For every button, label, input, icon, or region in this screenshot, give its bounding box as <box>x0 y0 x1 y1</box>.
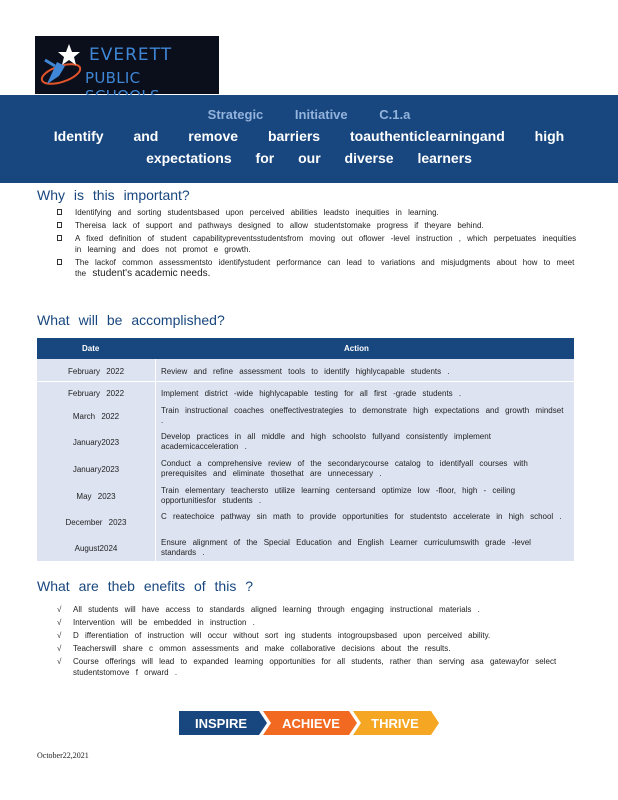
table-row-date: February 2022 <box>67 389 125 398</box>
checkmark-icon: √ <box>57 605 62 614</box>
table-row-action: Train elementary teachersto utilize learning centersand optimize low -floor, high - ceiling opportunitiesfor students . <box>161 486 516 505</box>
why-heading: Why is this important? <box>37 187 190 203</box>
banner-title-line2: expectations for our diverse learners <box>146 150 472 166</box>
district-logo <box>35 36 219 94</box>
motto-thrive: THRIVE <box>371 716 419 731</box>
table-row-date: August2024 <box>74 544 118 553</box>
action-table <box>37 338 574 561</box>
table-row-action: Train instructional coaches oneffectivestrategies to demonstrate high expectations and growth mindset . <box>161 406 564 425</box>
logo-text-line2: PUBLIC <box>85 69 141 87</box>
benefits-list <box>57 604 577 680</box>
list-item: Thereisa lack of support and pathways designed to allow studentstomake progress if theyare behind. <box>57 220 577 231</box>
table-row-action: Ensure alignment of the Special Education and English Learner curriculumswith grade -level standards . <box>161 538 531 557</box>
list-item: A fixed definition of student capabilitypreventsstudentsfrom moving out oflower -level instruction , which perpetuates inequities in learning and does not promot e growth. <box>57 233 577 255</box>
table-row-date: February 2022 <box>67 367 125 376</box>
list-item: The lackof common assessmentsto identifystudent performance can lead to variations and misjudgments about how to meet the student's academic needs. <box>57 257 577 279</box>
runner-star-icon <box>39 40 87 90</box>
table-header <box>37 338 574 359</box>
logo-text-line1: EVERETT <box>89 45 173 65</box>
column-header-date: Date <box>82 344 100 353</box>
list-item: √ Intervention will be embedded in instruction . <box>57 618 255 627</box>
banner-title-line1: Identify and remove barriers toauthenticlearningand high <box>53 128 565 144</box>
table-row-date: December 2023 <box>65 518 127 527</box>
bullet-box-icon <box>57 209 62 215</box>
table-row-action: Review and refine assessment tools to identify highlycapable students . <box>161 367 450 376</box>
list-item: Identifying and sorting studentsbased upon perceived abilities leadsto inequities in learning. <box>57 207 577 218</box>
motto-banner <box>179 711 439 735</box>
why-list <box>57 207 577 281</box>
column-header-action: Action <box>344 344 369 353</box>
table-row-action: Develop practices in all middle and high schoolsto fullyand consistently implement academicacceleration . <box>161 432 491 451</box>
motto-achieve: ACHIEVE <box>282 716 340 731</box>
list-item: √ Course offerings will lead to expanded learning opportunities for all students, rather than serving asa gatewayfor select studentstomove f orward . <box>57 657 557 677</box>
initiative-subtitle: Strategic Initiative C.1.a <box>207 107 411 122</box>
accomplished-heading: What will be accomplished? <box>37 312 225 328</box>
motto-inspire: INSPIRE <box>194 716 248 731</box>
table-row-action: Implement district -wide highlycapable testing for all first -grade students . <box>161 389 462 398</box>
bullet-box-icon <box>57 222 62 228</box>
table-row-date: January2023 <box>72 465 120 474</box>
list-item: √ Teacherswill share c ommon assessments and make collaborative decisions about the results. <box>57 644 451 653</box>
list-item: √ D ifferentiation of instruction will occur without sort ing students intogroupsbased upon perceived ability. <box>57 631 491 640</box>
benefits-heading: What are theb enefits of this ? <box>37 578 253 594</box>
bullet-box-icon <box>57 235 62 241</box>
list-item: √ All students will have access to standards aligned learning through engaging instructional materials . <box>57 605 480 614</box>
checkmark-icon: √ <box>57 631 62 640</box>
document-date: October22,2021 <box>37 751 89 760</box>
checkmark-icon: √ <box>57 644 62 653</box>
table-row-date: January2023 <box>72 438 120 447</box>
table-row-date: May 2023 <box>76 492 116 501</box>
title-banner <box>0 95 618 183</box>
table-row-date: March 2022 <box>72 412 120 421</box>
checkmark-icon: √ <box>57 618 62 627</box>
checkmark-icon: √ <box>57 657 62 666</box>
table-row-action: Conduct a comprehensive review of the secondarycourse catalog to identifyall courses with prerequisites and eliminate thosethat are unnecessary . <box>161 459 528 478</box>
bullet-box-icon <box>57 259 62 265</box>
table-row-action: C reatechoice pathway sin math to provide opportunities for studentsto accelerate in high school . <box>161 512 562 521</box>
